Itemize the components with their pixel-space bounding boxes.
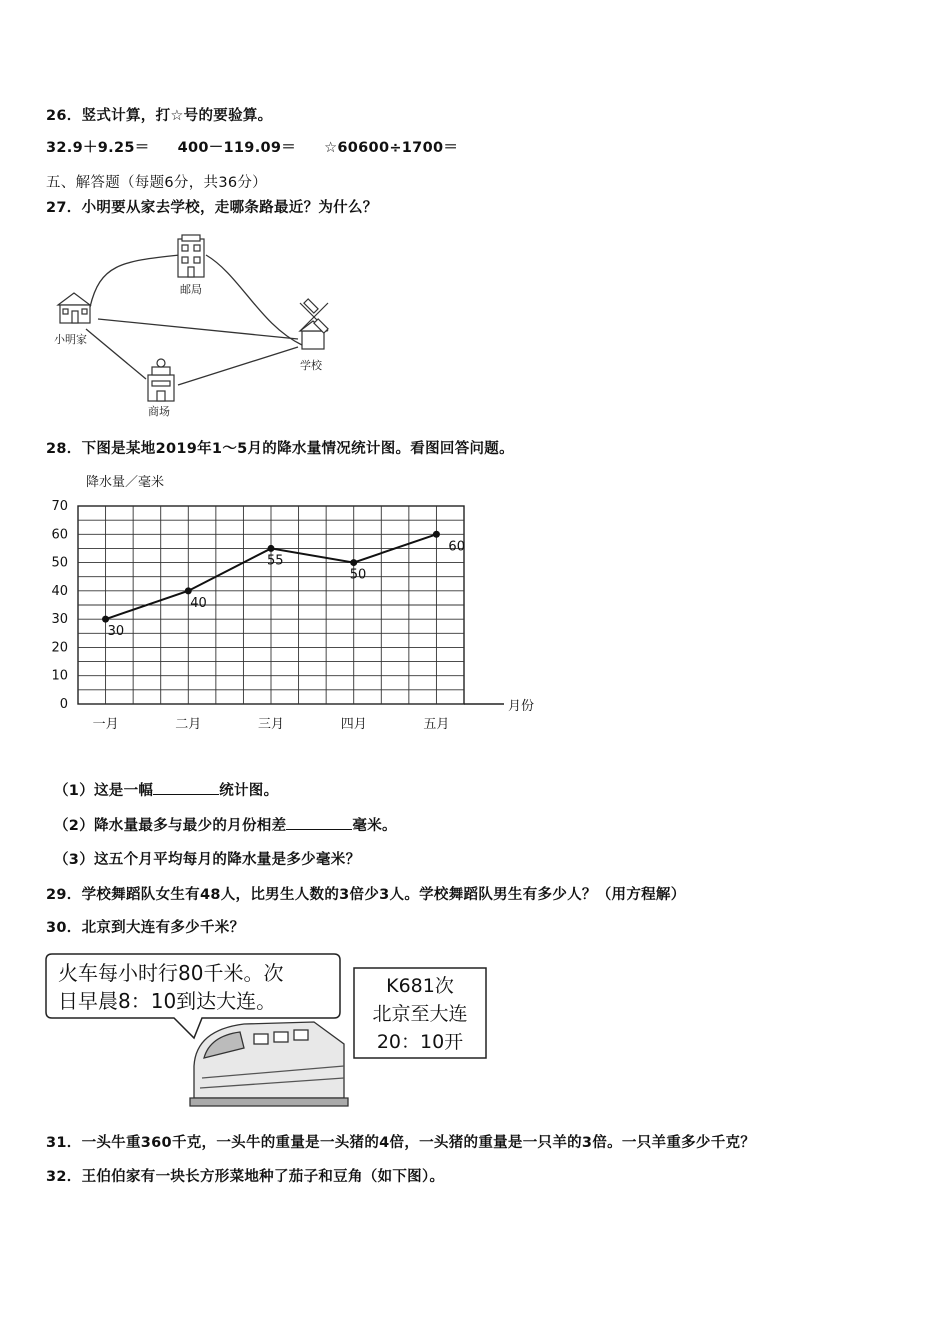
- question-29: 29．学校舞蹈队女生有48人，比男生人数的3倍少3人。学校舞蹈队男生有多少人？（用方程解）: [46, 887, 686, 903]
- sub2-prefix: （2）降水量最多与最少的月份相差: [54, 818, 287, 834]
- answer-blank-2[interactable]: [286, 817, 352, 830]
- mall-icon: [148, 359, 174, 401]
- x-axis-label: 月份: [508, 699, 535, 714]
- x-tick-label: 三月: [257, 717, 285, 732]
- y-tick-label: 0: [59, 697, 68, 712]
- road-mall-school: [178, 347, 298, 385]
- rainfall-line-chart: [40, 466, 540, 746]
- sub1-suffix: 统计图。: [219, 783, 279, 799]
- data-point: [433, 531, 440, 538]
- data-point: [268, 545, 275, 552]
- data-point: [350, 559, 357, 566]
- expression-1: 32.9＋9.25＝: [46, 140, 150, 156]
- bubble-line-1: 火车每小时行80千米。次: [58, 961, 284, 985]
- data-point: [185, 587, 192, 594]
- data-label: 30: [107, 624, 125, 640]
- question-28: 28．下图是某地2019年1～5月的降水量情况统计图。看图回答问题。: [46, 441, 514, 457]
- y-tick-label: 20: [51, 640, 68, 656]
- road-home-mall: [86, 329, 146, 379]
- label-mall: 商场: [148, 405, 170, 418]
- question-31: 31．一头牛重360千克，一头牛的重量是一头猪的4倍，一头猪的重量是一只羊的3倍。一只羊重多少千克？: [46, 1135, 756, 1151]
- y-tick-label: 50: [51, 555, 68, 571]
- expression-3: ☆60600÷1700＝: [324, 140, 459, 156]
- y-tick-label: 60: [51, 527, 68, 543]
- sub2-suffix: 毫米。: [352, 818, 397, 834]
- school-icon: [300, 299, 328, 349]
- y-tick-label: 40: [51, 583, 68, 599]
- expression-2: 400－119.09＝: [177, 140, 297, 156]
- data-label: 60: [448, 539, 465, 555]
- sign-line-3: 20：10开: [376, 1031, 464, 1053]
- road-home-post: [90, 255, 180, 307]
- data-label: 40: [190, 595, 207, 611]
- train-icon: [190, 1022, 348, 1106]
- y-tick-label: 30: [51, 612, 68, 628]
- data-label: 50: [349, 567, 367, 583]
- answer-blank-1[interactable]: [153, 782, 219, 795]
- x-tick-label: 五月: [423, 717, 450, 732]
- sub1-prefix: （1）这是一幅: [54, 783, 154, 799]
- question-26: 26．竖式计算，打☆号的要验算。: [46, 108, 273, 124]
- road-home-school: [98, 319, 298, 339]
- label-post-office: 邮局: [180, 283, 202, 296]
- question-30: 30．北京到大连有多少千米？: [46, 920, 245, 936]
- q28-sub3: （3）这五个月平均每月的降水量是多少毫米？: [54, 852, 361, 868]
- q28-sub2: [54, 814, 397, 835]
- data-point: [102, 616, 109, 623]
- question-32: 32．王伯伯家有一块长方形菜地种了茄子和豆角（如下图）。: [46, 1169, 445, 1185]
- y-tick-label: 10: [51, 668, 68, 684]
- x-tick-label: 二月: [175, 717, 202, 732]
- q26-expressions: [46, 136, 486, 157]
- house-icon: [58, 293, 90, 323]
- data-label: 55: [267, 553, 284, 569]
- train-illustration: [44, 948, 494, 1113]
- label-home: 小明家: [54, 333, 87, 346]
- question-27: 27．小明要从家去学校，走哪条路最近？为什么？: [46, 200, 378, 216]
- label-school: 学校: [300, 359, 322, 372]
- sign-line-1: K681次: [386, 975, 454, 997]
- x-tick-label: 四月: [340, 717, 367, 732]
- section-heading: 五、解答题（每题6分，共36分）: [46, 175, 267, 191]
- post-office-icon: [178, 235, 204, 277]
- route-map: [40, 225, 350, 425]
- y-tick-label: 70: [51, 499, 68, 514]
- bubble-line-2: 日早晨8：10到达大连。: [58, 989, 277, 1013]
- x-tick-label: 一月: [92, 717, 119, 732]
- q28-sub1: [54, 779, 278, 800]
- y-axis-label: 降水量／毫米: [86, 475, 165, 490]
- sign-line-2: 北京至大连: [372, 1003, 468, 1025]
